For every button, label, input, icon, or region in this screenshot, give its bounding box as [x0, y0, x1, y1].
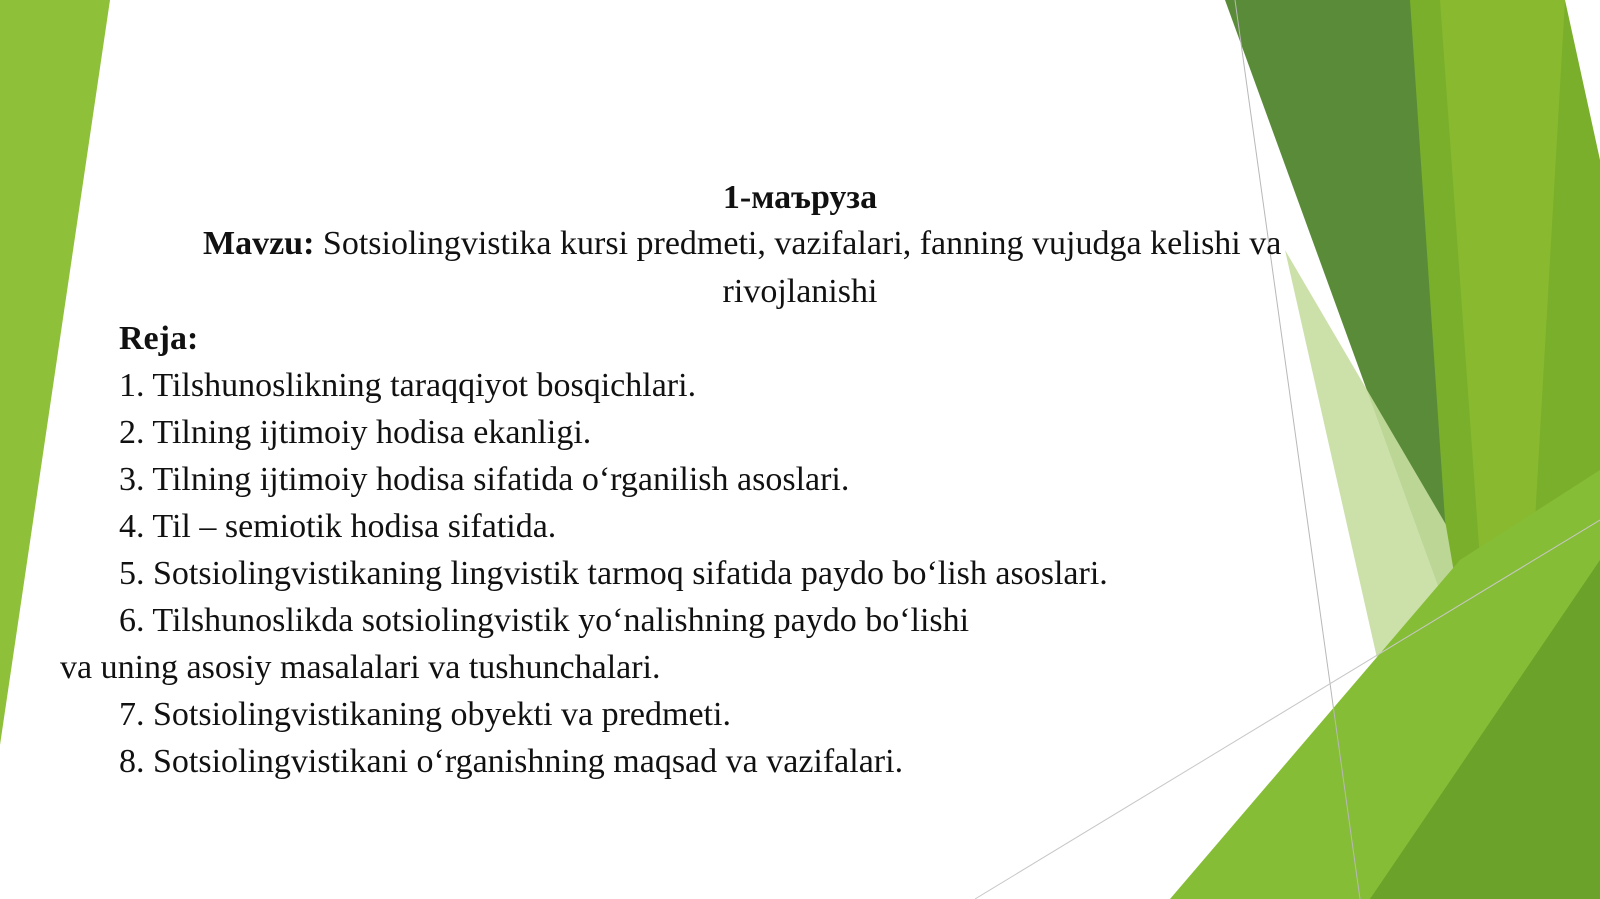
plan-item-5: 5. Sotsiolingvistikaning lingvistik tarmoq sifatida paydo bo‘lish asoslari.: [119, 555, 1108, 592]
plan-item-6: 6. Tilshunoslikda sotsiolingvistik yo‘nalishning paydo bo‘lishi: [119, 602, 970, 639]
topic-label: Mavzu:: [203, 225, 315, 262]
topic-line: [203, 224, 1281, 264]
plan-label: Reja:: [119, 320, 199, 357]
plan-item-1: 1. Tilshunoslikning taraqqiyot bosqichlari.: [119, 367, 697, 404]
plan-item-6-continued: va uning asosiy masalalari va tushunchalari.: [60, 649, 661, 686]
topic-text-line2: rivojlanishi: [722, 273, 878, 310]
plan-item-2: 2. Tilning ijtimoiy hodisa ekanligi.: [119, 414, 592, 451]
lecture-title: 1-маъруза: [722, 179, 878, 216]
left-green-shape: [0, 0, 110, 745]
plan-item-3: 3. Tilning ijtimoiy hodisa sifatida o‘rganilish asoslari.: [119, 461, 850, 498]
plan-item-7: 7. Sotsiolingvistikaning obyekti va predmeti.: [119, 696, 731, 733]
plan-item-8: 8. Sotsiolingvistikani o‘rganishning maqsad va vazifalari.: [119, 743, 904, 780]
topic-text: Sotsiolingvistika kursi predmeti, vazifalari, fanning vujudga kelishi va: [322, 225, 1282, 262]
plan-item-4: 4. Til – semiotik hodisa sifatida.: [119, 508, 557, 545]
